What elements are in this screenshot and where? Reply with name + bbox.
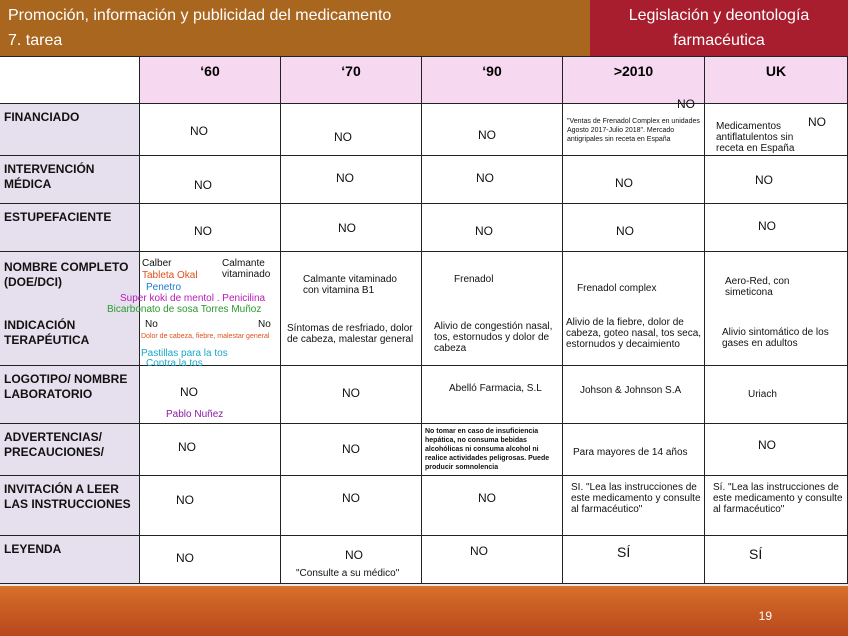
- row-header-estupefaciente: ESTUPEFACIENTE: [0, 204, 140, 252]
- cell-leyenda-60: [140, 536, 281, 584]
- text-inv-70: NO: [342, 491, 360, 505]
- row-header-invitacion: INVITACIÓN A LEER LAS INSTRUCCIONES: [0, 476, 140, 536]
- text-ind-60-pastillas: Pastillas para la tos: [141, 348, 228, 359]
- cell-estupefaciente-2010: [563, 204, 705, 252]
- text-adv-uk: NO: [758, 438, 776, 452]
- cell-advertencias-60: [140, 424, 281, 476]
- column-header-60: ‘60: [140, 56, 281, 104]
- text-nom-70: Calmante vitaminado con vitamina B1: [303, 274, 397, 296]
- text-est-90: NO: [475, 224, 493, 238]
- header-left-panel: [0, 0, 590, 56]
- text-inv-uk: Sí. "Lea las instrucciones de este medicamento y consulte al farmacéutico": [713, 482, 843, 515]
- text-ley-2010: SÍ: [617, 544, 631, 560]
- text-nom-60-calber: Calber: [142, 258, 172, 269]
- text-int-70: NO: [336, 171, 354, 185]
- comparison-table: [0, 56, 848, 584]
- text-nom-60-tableta: Tableta Okal: [142, 270, 198, 281]
- text-ley-90: NO: [470, 544, 488, 558]
- text-nom-60-calmante: Calmante vitaminado: [222, 258, 271, 280]
- cell-estupefaciente-uk: [705, 204, 848, 252]
- row-header-financiado: FINANCIADO: [0, 104, 140, 156]
- text-ley-60: NO: [176, 551, 194, 565]
- row-header-logotipo: LOGOTIPO/ NOMBRE LABORATORIO: [0, 366, 140, 424]
- row-header-nombre: NOMBRE COMPLETO (DOE/DCI): [0, 252, 140, 312]
- footer-bar: [0, 586, 848, 636]
- text-ley-70: NO: [345, 548, 363, 562]
- text-adv-2010: Para mayores de 14 años: [573, 447, 688, 458]
- cell-leyenda-uk: [705, 536, 848, 584]
- text-est-2010: NO: [616, 224, 634, 238]
- text-est-70: NO: [338, 221, 356, 235]
- cell-intervencion-2010: [563, 156, 705, 204]
- text-inv-2010: SI. "Lea las instrucciones de este medicamento y consulte al farmacéutico": [571, 482, 701, 515]
- column-header-90: ‘90: [422, 56, 563, 104]
- text-inv-60: NO: [176, 493, 194, 507]
- text-ind-60-no1: No: [145, 319, 158, 330]
- text-logo-90: Abelló Farmacia, S.L: [449, 383, 542, 394]
- course-title-line1: Legislación y deontología: [628, 7, 810, 24]
- row-header-advertencias: ADVERTENCIAS/ PRECAUCIONES/: [0, 424, 140, 476]
- text-adv-90: No tomar en caso de insuficiencia hepática, no consuma bebidas alcohólicas ni consuma alcohol ni realice actividades peligrosas. Puede producir somnolencia: [425, 428, 550, 471]
- text-logo-70: NO: [342, 386, 360, 400]
- row-header-indicacion: INDICACIÓN TERAPÉUTICA: [0, 312, 140, 366]
- cell-intervencion-uk: [705, 156, 848, 204]
- cell-leyenda-2010: [563, 536, 705, 584]
- text-ind-60-no2: No: [258, 319, 271, 330]
- text-logo-60: NO: [180, 385, 198, 399]
- text-fin-70: NO: [334, 130, 352, 144]
- text-ind-60-contra: Contra la tos: [146, 358, 203, 369]
- text-fin-2010-no: NO: [677, 97, 695, 111]
- cell-invitacion-70: [281, 476, 422, 536]
- header-right-panel: [590, 0, 848, 56]
- cell-invitacion-90: [422, 476, 563, 536]
- text-ley-uk: SÍ: [749, 546, 763, 562]
- text-adv-70: NO: [342, 442, 360, 456]
- cell-nombre-indicacion-70: [281, 252, 422, 366]
- text-nom-90: Frenadol: [454, 274, 494, 285]
- cell-invitacion-60: [140, 476, 281, 536]
- text-fin-2010-note: "Ventas de Frenadol Complex en unidades Agosto 2017-Julio 2018". Mercado antigripales sin receta en España: [567, 118, 700, 143]
- text-logo-2010: Johson & Johnson S.A: [580, 385, 682, 396]
- row-header-intervencion: INTERVENCIÓN MÉDICA: [0, 156, 140, 204]
- page-number: 19: [758, 609, 772, 623]
- text-logo-60-pablo: Pablo Nuñez: [166, 409, 224, 420]
- text-ind-70: Síntomas de resfriado, dolor de cabeza, malestar general: [287, 323, 414, 345]
- text-ind-60-dolor: Dolor de cabeza, fiebre, malestar general: [141, 333, 270, 340]
- text-fin-uk: Medicamentos antiflatulentos sin receta en España: [716, 121, 795, 154]
- cell-logotipo-90: [422, 366, 563, 424]
- text-int-90: NO: [476, 171, 494, 185]
- text-est-60: NO: [194, 224, 212, 238]
- text-ind-90: Alivio de congestión nasal, tos, estornudos y dolor de cabeza: [434, 321, 553, 354]
- text-fin-60: NO: [190, 124, 208, 138]
- slide-subtitle: 7. tarea: [8, 32, 63, 49]
- text-nom-60-super: Super koki de mentol . Penicilina: [120, 293, 266, 304]
- slide-title: Promoción, información y publicidad del medicamento: [8, 7, 392, 24]
- text-est-uk: NO: [758, 219, 776, 233]
- text-nom-2010: Frenadol complex: [577, 283, 657, 294]
- cell-financiado-60: [140, 104, 281, 156]
- text-nom-uk: Aero-Red, con simeticona: [725, 276, 790, 298]
- text-nom-60-penetro: Penetro: [146, 282, 182, 293]
- text-int-2010: NO: [615, 176, 633, 190]
- text-inv-90: NO: [478, 491, 496, 505]
- text-fin-90: NO: [478, 128, 496, 142]
- course-title-line2: farmacéutica: [673, 32, 765, 49]
- text-ind-uk: Alivio sintomático de los gases en adultos: [722, 327, 829, 349]
- text-nom-60-bicarb: Bicarbonato de sosa Torres Muñoz: [107, 304, 262, 315]
- column-header-2010: >2010: [563, 56, 705, 104]
- table-corner: [0, 56, 140, 104]
- text-ley-70-sub: "Consulte a su médico": [296, 568, 400, 579]
- text-int-60: NO: [194, 178, 212, 192]
- text-int-uk: NO: [755, 173, 773, 187]
- column-header-uk: UK: [705, 56, 848, 104]
- column-header-70: ‘70: [281, 56, 422, 104]
- row-header-leyenda: LEYENDA: [0, 536, 140, 584]
- cell-leyenda-90: [422, 536, 563, 584]
- cell-advertencias-uk: [705, 424, 848, 476]
- text-adv-60: NO: [178, 440, 196, 454]
- text-ind-2010: Alivio de la fiebre, dolor de cabeza, goteo nasal, tos seca, estornudos y decaimiento: [566, 317, 702, 350]
- text-fin-uk-no: NO: [808, 115, 826, 129]
- text-logo-uk: Uriach: [748, 389, 777, 400]
